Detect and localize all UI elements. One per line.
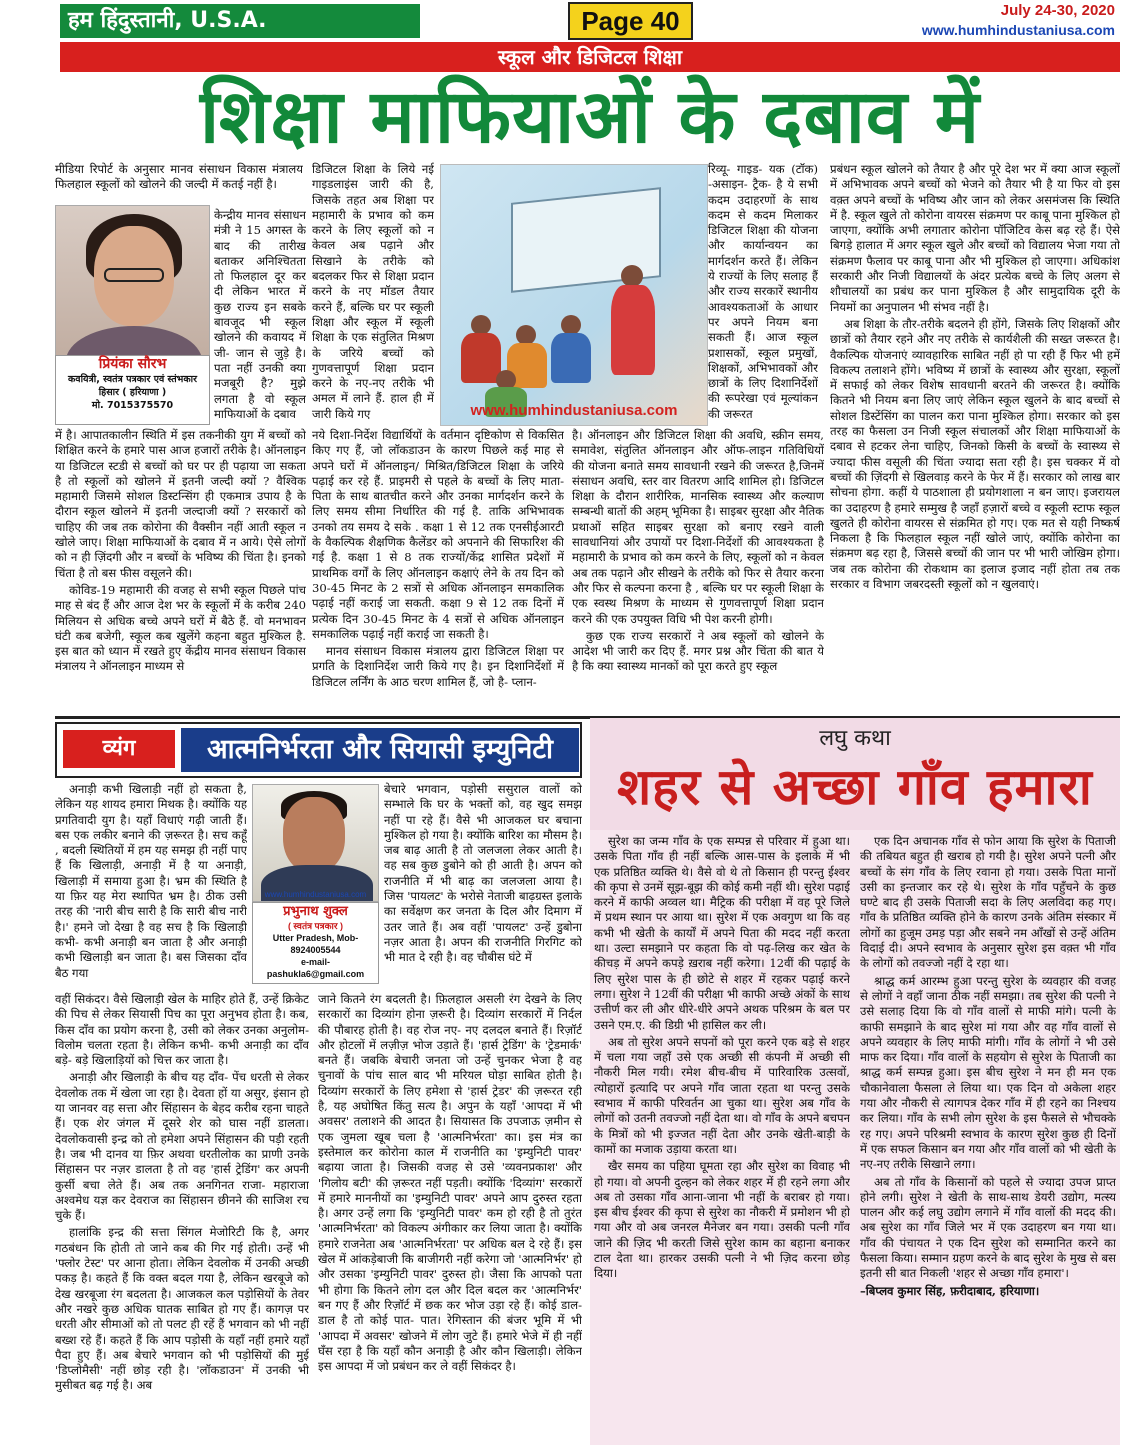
article-paragraph: अब शिक्षा के तौर-तरीके बदलने ही होंगे, जिसके लिए शिक्षकों और छात्रों को तैयार रहने और नए तरीके से कार्यशैली की सख्त जरूरत है। वैकल्पिक योजनाएं व्यावहारिक साबित नहीं हो पा रही हैं फिर भी हमें विकल्प तलाशने होंगे। भविष्य में छात्रों के स्वास्थ्य और सुरक्षा, स्कूलों में सफाई को लेकर विशेष सावधानी बरतने की जरूरत है। क्योंकि कितने भी नियम बना लिए जाएं लेकिन स्कूल खुलने के बाद बच्चों से सोशल डिस्टेंसिंग का पालन करा पाना मुश्किल होगा। सरकार को इस तरह का फैसला उन निजी स्कूल संचालकों और शिक्षा माफियाओं के दबाव से हटकर लेना चाहिए, जिनको किसी के बच्चों के स्वास्थ्य से ज्यादा फीस वसूली की चिंता ज्यादा सता रही है। इस चक्कर में वो बच्चों की ज़िंदगी से खिलवाड़ करने के फेर में हैं। सरकार को लाख बार सोचना होगा. कहीं ये पाठशाला ही प्रयोगशाला न बन जाए। इजरायल का उदाहरण है हमारे सम्मुख है जहाँ हज़ारों बच्चे व स्कूली स्टाफ स्कूल खुलते ही कोरोना वायरस से संक्रमित हो गए। एक मत से यही निष्कर्ष निकला है कि फिलहाल स्कूल नहीं खोले जाएं, क्योंकि कोरोना का संक्रमण बढ़ रहा है, जिससे बच्चों की जान पर भी भारी जोखिम होगा। जब तक कोरोना की रोकथाम का इलाज इजाद नहीं होता तब तक सरकार व विभाग जबरदस्ती स्कूलों को न खुलवाएं। xyxy=(830,316,1120,592)
article-col1-bottom xyxy=(55,428,306,718)
vyang-tag: व्यंग xyxy=(63,730,175,768)
article-paragraph: हालांकि इन्द्र की सत्ता सिंगल मेजोरिटी कि है, अगर गठबंधन कि होती तो जाने कब की गिर गई होती। उन्हें भी 'फ्लोर टेस्ट' पर आना होता। लेकिन देवलोक में उनकी अच्छी पकड़ है। कहते हैं कि वक्त बदल गया है, लेकिन खरबूजे को देख खरबूजा रंग बदलता है। आजकल कल पड़ोसियों के तेवर और नखरे कुछ अधिक घातक साबित हो गए हैं। कागज़ पर धरती और सीमाओं को तो पलट ही रहें हैं भगवान को भी नहीं बख्श रहे हैं। कहते हैं कि आप पड़ोसी के यहाँ नहीं हमारे यहाँ पैदा हुए हैं। अब बेचारे भगवान को भी पड़ोसियों की मुई 'डिप्लोमैसी' नहीं छोड़ रही है। 'लॉकडाउन' में उनकी भी मुसीबत बढ़ गई है। अब xyxy=(55,1225,309,1393)
author-name: प्रियंका सौरभ xyxy=(98,356,167,372)
author-role: ( स्वतंत्र पत्रकार ) xyxy=(287,921,344,931)
vyang-title: आत्मनिर्भरता और सियासी इम्युनिटी xyxy=(181,728,579,772)
article-paragraph: रिव्यू- गाइड- यक (टॉक) -असाइन- ट्रैक- है ये सभी कदम उदाहरणों के साथ कदम से कदम मिलाकर डिजिटल शिक्षा की योजना और कार्यान्वयन का मार्गदर्शन करते हैं। लेकिन ये राज्यों के लिए सलाह हैं और राज्य सरकारें स्थानीय आवश्यकताओं के आधार पर अपने नियम बना सकती हैं। आज स्कूल प्रशासकों, स्कूल प्रमुखों, शिक्षकों, अभिभावकों और छात्रों के लिए दिशानिर्देशों की रूपरेखा एवं मूल्यांकन की जरूरत xyxy=(708,162,818,421)
author-phone: मो. 7015375570 xyxy=(91,400,174,411)
article-col3-bottom xyxy=(572,428,824,718)
article-col3-top xyxy=(708,162,818,428)
article-paragraph: मानव संसाधन विकास मंत्रालय द्वारा डिजिटल शिक्षा पर प्रगति के दिशानिर्देश जारी किये गए है। इन दिशानिर्देशों में डिजिटल लर्निंग के आठ चरण शामिल हैं, जो है- प्लान- xyxy=(312,644,564,689)
article-paragraph: में है। आपातकालीन स्थिति में इस तकनीकी युग में बच्चों को शिक्षित करने के हमारे पास आज हजारों तरीके है। ऑनलाइन या डिजिटल स्टडी से बच्चों को घर पर ही पढ़ाया जा सकता है तो स्कूलों को खोलने में इतनी जल्दी क्यों ? वैश्विक महामारी जिसमे सोशल डिस्टन्सिंग ही एकमात्र उपाय है के दौरान स्कूल खोलने में इतनी जल्दाजी क्यों ? सरकारों को चाहिए की जब तक कोरोना की वैक्सीन नहीं आती स्कूल न खोले जाए। शिक्षा माफियाओं के दबाव में न आये। ऐसे लोगों को न ही ज़िंदगी और न बच्चों के भविष्य की चिंता है। इनको चिंता है तो बस फीस वसूलने की। xyxy=(55,428,306,580)
masthead-title: हम हिंदुस्तानी, U.S.A. xyxy=(60,4,420,38)
article-paragraph: केन्द्रीय मानव संसाधन मंत्री ने 15 अगस्त के बाद की तारीख बताकर अनिश्चितता तो फिलहाल दूर कर दी लेकिन भारत में कुछ राज्य इन सबके बावजूद भी स्कूल खोलने की कवायद में जी- जान से जुड़े है। पता नहीं उनकी क्या मजबूरी है? मुझे लगता है वो स्कूल माफियाओं के दबाव xyxy=(214,208,306,421)
signature: –बिप्लव कुमार सिंह, फ़रीदाबाद, हरियाणा। xyxy=(860,1283,1040,1298)
article-paragraph: अब तो गाँव के किसानों को पहले से ज्यादा उपज प्राप्त होने लगी। सुरेश ने खेती के साथ-साथ डेयरी उद्योग, मत्स्य पालन और कई लघु उद्योग लगाने में गाँव वालों की मदद की। अब सुरेश का गाँव जिले भर में एक उदाहरण बन गया था। गाँव की पंचायत ने एक दिन सुरेश को सम्मानित करने का फैसला किया। सम्मान ग्रहण करने के बाद सुरेश के मुख से बस इतनी सी बात निकली 'शहर से अच्छा गाँव हमारा'। xyxy=(860,1174,1116,1281)
article-paragraph: खैर समय का पहिया घूमता रहा और सुरेश का विवाह भी हो गया। वो अपनी दुल्हन को लेकर शहर में ही रहने लगा और अब तो उसका गाँव आना-जाना भी नहीं के बराबर हो गया। इस बीच ईश्वर की कृपा से सुरेश का नौकरी में प्रमोशन भी हो गया और वो अब जनरल मैनेजर बन गया। उसकी पत्नी गाँव जाने की ज़िद भी करती जिसे सुरेश काम का बहाना बनाकर टाल देता था। हारकर उसकी पत्नी ने भी ज़िद करना छोड़ दिया। xyxy=(594,1159,850,1281)
article-paragraph: जाने कितने रंग बदलती है। फ़िलहाल असली रंग देखने के लिए सरकारों का दिव्यांग होना ज़रूरी है। दिव्यांग सरकारों में निर्दल की पौबारह होती है। वह रोज नए- नए दलदल बनाते हैं। रिज़ॉर्ट और होटलों में लज़ीज़ भोज उड़ाते हैं। 'हार्स ट्रेडिंग' के 'ट्रेडमार्क' बनते हैं। जबकि बेचारी जनता जो उन्हें चुनकर भेजा है वह चुनावों के पांच साल बाद भी मरियल घोड़ा साबित होती है। दिव्यांग सरकारों के लिए हमेशा से 'हार्स ट्रेडर' की ज़रूरत रही है, यह अघोषित किंतु सत्य है। अपुन के यहाँ 'आपदा में भी अवसर' तलाशने की आदत है। सियासत कि उपजाऊ ज़मीन से एक जुमला खूब चला है 'आत्मनिर्भरता' का। इस मंत्र का इस्तेमाल कर कोरोना काल में राजनीति का 'इम्युनिटी पावर' बढ़ाया जाता है। जिसकी वजह से उसे 'व्यवनप्रकाश' और 'गिलोय बटी' की ज़रूरत नहीं पड़ती। क्योंकि 'दिव्यांग' सरकारों में हमारे माननीयों का 'इम्युनिटी पावर' अपने आप दुरुस्त रहता है। अगर उन्हें लगा कि 'इम्युनिटी पावर' कम हो रही है तो तुरंत 'आत्मनिर्भरता' को विकल्प अंगीकार कर लिया जाता है। क्योंकि हमारे राजनेता अब 'आत्मनिर्भरता' पर अधिक बल दे रहे हैं। इस खेल में आंकड़ेबाजी कि बाजीगरी नहीं करेगा जो 'आत्मनिर्भर' हो और उसका 'इम्युनिटी पावर' दुरुस्त हो। जैसा कि आपको पता भी होगा कि कितने लोग दल और दिल बदल कर 'आत्मनिर्भर' बन गए हैं और रिज़ॉर्ट में छक कर भोज उड़ा रहे हैं। कोई डाल- डाल है तो कोई पात- पात। रेगिस्तान की बंजर भूमि में भी 'आपदा में अवसर' खोजने में लोग जुटे हैं। हमारे भेजे में ही नहीं घँस रहा है कि यहाँ कौन अनाड़ी है और कौन खिलाड़ी। लेकिन इस आपदा में जो प्रबंधन कर ले वहीं सिकंदर है। xyxy=(318,992,582,1374)
classroom-illustration xyxy=(440,164,708,426)
author-place: Utter Pradesh, Mob-8924005544 xyxy=(272,933,359,955)
vyang-col2-top xyxy=(384,782,582,990)
article-paragraph: अनाड़ी और खिलाड़ी के बीच यह दाँव- पेंच धरती से लेकर देवलोक तक में खेला जा रहा है। देवता हों या असुर, इंसान हो या जानवर वह सत्ता और सिंहासन के बेहद करीब रहना चाहते हैं। एक शेर जंगल में दूसरे शेर को घास नहीं डालता। देवलोकवासी इन्द्र को तो हमेशा अपने सिंहासन की पड़ी रहती है। जब भी दानव या फ़िर अथवा धरतीलोक का प्राणी उनके सिंहासन पर नज़र डालता है तो वह 'हार्स ट्रेडिंग' कर अपनी कुर्सी बचा लेते हैं। अब तक अनगिनत राजा- महाराजा अश्वमेध यज्ञ कर देवराज का सिंहासन छीनने की साजिश रच चुके हैं। xyxy=(55,1070,309,1223)
article-paragraph: अनाड़ी कभी खिलाड़ी नहीं हो सकता है, लेकिन यह शायद हमारा मिथक है। क्योंकि यह प्रगतिवादी युग है। यहाँ विधाएं गढ़ी जाती हैं। बस एक लकीर बनाने की ज़रूरत है। सच कहूँ , बदली स्थितियों में हम यह समझ ही नहीं पाए हैं कि खिलाड़ी, अनाड़ी में है या अनाड़ी, खिलाड़ी में समाया हुआ है। भ्रम की स्थिति है या फ़िर यह मेरा स्थापित भ्रम है। ठीक उसी तरह की 'नारी बीच सारी है कि सारी बीच नारी है।' हमने जो देखा है वह सच है कि खिलाड़ी कभी- कभी अनाड़ी बन जाता है और अनाड़ी कभी खिलाड़ी बन जाता है। बस जिसका दाँव बैठ गया xyxy=(55,782,247,980)
article-paragraph: अब तो सुरेश अपने सपनों को पूरा करने एक बड़े से शहर में चला गया जहाँ उसे एक अच्छी सी कंपनी में अच्छी सी नौकरी मिल गयी। रमेश बीच-बीच में पारिवारिक उत्सवों, त्योहारों इत्यादि पर अपने गाँव जाता रहता था परन्तु उसके स्वभाव में काफी परिवर्तन आ चुका था। सुरेश अब गाँव के लोगों को उतनी तवज्जो नहीं देता था। वो गाँव के अपने बचपन के मित्रों को भी इज्जत नहीं देता और उनके खेती-बाड़ी के कामों का मजाक उड़ाया करता था। xyxy=(594,1034,850,1156)
article-paragraph: बेचारे भगवान, पड़ोसी ससुराल वालों को सम्भाले कि घर के भक्तों को, वह खुद समझ नहीं पा रहे हैं। वैसे भी आजकल घर बचाना मुश्किल हो गया है। क्योंकि बारिश का मौसम है। जब बाढ़ आती है तो जलजला लेकर आती है। वह सब कुछ डुबोने को ही आती है। अपन को राजनीति में भी बाढ़ का जलजला आया है। जिस 'पायलट' के भरोसे नेताजी बाढ़ग्रस्त इलाके का सर्वेक्षण कर जनता के दिल और दिमाग में उतर जाते हैं। अब वहीं 'पायलट' उन्हें डुबोना नज़र आता है। अपन की राजनीति गिरगिट को भी मात दे रही है। वह चौबीस घंटे में xyxy=(384,782,582,965)
article-col4 xyxy=(830,162,1120,718)
author-email: e-mail- pashukla6@gmail.com xyxy=(266,957,365,979)
article-paragraph: मीडिया रिपोर्ट के अनुसार मानव संसाधन विकास मंत्रालय फिलहाल स्कूलों को खोलने की जल्दी में कतई नहीं है। xyxy=(55,162,303,192)
article-col2-bottom xyxy=(312,428,564,718)
main-headline: शिक्षा माफियाओं के दबाव में xyxy=(199,74,981,160)
laghu-katha-header xyxy=(590,718,1120,830)
article-paragraph: प्रबंधन स्कूल खोलने को तैयार है और पूरे देश भर में क्या आज स्कूलों में अभिभावक अपने बच्चों को भेजने को तैयार भी है या फिर वो इस वक़्त अपने बच्चों के भविष्य और जान को लेकर असमंजस कि स्थिति में है. स्कूल खुले तो कोरोना वायरस संक्रमण पर काबू पाना मुश्किल हो जाएगा, क्योंकि अभी लगातार कोरोना पॉजिटिव केस बढ़ रहे हैं। ऐसे बिगड़े हालात में अगर स्कूल खुले और बच्चों को विद्यालय भेजा गया तो संक्रमण फैलाव पर काबू पाना और भी मुश्किल हो जाएगा। अधिकांश सरकारी और निजी विद्यालयों के अंदर प्रत्येक बच्चे के लिए अलग से शौचालयों का प्रबंध कर पाना मुश्किल है और सामुदायिक दूरी के नियमों का अनुपालन भी संभव नहीं है। xyxy=(830,162,1120,314)
vyang-header xyxy=(55,722,582,778)
article-paragraph: एक दिन अचानक गाँव से फोन आया कि सुरेश के पिताजी की तबियत बहुत ही खराब हो गयी है। सुरेश अपने पत्नी और बच्चों के संग गाँव के लिए रवाना हो गया। उसके पिता मानों उसी का इन्तजार कर रहे थे। सुरेश के गाँव पहुँचने के कुछ घण्टे बाद ही उसके पिताजी सदा के लिए अलविदा कह गए। गाँव के प्रतिष्ठित व्यक्ति होने के कारण उनके अंतिम संस्कार में लोगों का हुजूम उमड़ पड़ा और सबने नम आँखों से उन्हें अंतिम विदाई दी। अपने स्वभाव के अनुसार सुरेश इस वक़्त भी गाँव के लोगों को तवज्जो नहीं दे रहा था। xyxy=(860,834,1116,971)
article-col2-top xyxy=(312,162,434,428)
laghu-col1 xyxy=(594,834,850,1442)
author-photo xyxy=(252,784,379,902)
laghu-katha-tag: लघु कथा xyxy=(819,726,891,751)
article-col1-top xyxy=(55,162,303,206)
article-paragraph: डिजिटल शिक्षा के लिये नई गाइडलाइंस जारी की है, जिसके तहत अब शिक्षा पर महामारी के प्रभाव को कम करने के लिए स्कूलों को न केवल अब पढ़ाने और सिखाने के तरीके को बदलकर फिर से शिक्षा प्रदान करने के नए मॉडल तैयार करने हैं, बल्कि घर पर स्कूली शिक्षा और स्कूल में स्कूली शिक्षा के एक संतुलित मिश्रण के जरिये बच्चों को गुणवत्तापूर्ण शिक्षा प्रदान करने के नए-नए तरीके भी अमल में लाने हैं. हाल ही में जारी किये गए xyxy=(312,162,434,421)
article-col1-side xyxy=(214,208,306,428)
article-paragraph: है। ऑनलाइन और डिजिटल शिक्षा की अवधि, स्क्रीन समय, समावेश, संतुलित ऑनलाइन और ऑफ-लाइन गतिविधियों की योजना बनाते समय सावधानी रखने की जरूरत है,जिनमें संसाधन अवधि, स्तर वार वितरण आदि शामिल हो। डिजिटल शिक्षा के दौरान शारीरिक, मानसिक स्वास्थ्य और कल्याण सम्बन्धी बातों की अहम् भूमिका है। साइबर सुरक्षा और नैतिक प्रथाओं सहित साइबर सुरक्षा को बनाए रखने वाली सावधानियां और उपायों पर दिशा-निर्देशों की आवश्यकता है महामारी के प्रभाव को कम करने के लिए, स्कूलों को न केवल अब तक पढ़ाने और सीखने के तरीके को फिर से तैयार करना और फिर से कल्पना करना है , बल्कि घर पर स्कूली शिक्षा के एक स्वस्थ मिश्रण के माध्यम से गुणवत्तापूर्ण शिक्षा प्रदान करने की एक उपयुक्त विधि भी पेश करनी होगी। xyxy=(572,428,824,626)
author-caption xyxy=(252,902,379,984)
article-paragraph: सुरेश का जन्म गाँव के एक सम्पन्न से परिवार में हुआ था। उसके पिता गाँव ही नहीं बल्कि आस-पास के इलाके में भी एक प्रतिष्ठित व्यक्ति थे। वैसे वो थे तो किसान ही परन्तु ईश्वर की कृपा से उनमें सूझ-बूझ की कोई कमी नहीं थी। सुरेश पढ़ाई करने में काफी अव्वल था। मैट्रिक की परीक्षा में वह पूरे जिले में प्रथम स्थान पर आया था। सुरेश में एक अवगुण था कि वह कभी भी खेती के कार्यों में अपने पिता की मदद नहीं करता था। उल्टा समझाने पर कहता कि वो पढ़-लिख कर खेत के कीचड़ में अपने कपड़े ख़राब नहीं करेगा। 12वीं की पढ़ाई के लिए सुरेश पास के ही छोटे से शहर में रहकर पढ़ाई करने लगा। सुरेश ने 12वीं की परीक्षा भी काफी अच्छे अंकों के साथ उत्तीर्ण कर ली और धीरे-धीरे अपने अथक परिश्रम के बल पर उसने एम.ए. की डिग्री भी हासिल कर ली। xyxy=(594,834,850,1032)
laghu-col2 xyxy=(860,834,1116,1442)
vyang-col2-bottom xyxy=(318,992,582,1442)
photo-url: www.humhindustaniusa.com xyxy=(264,890,367,899)
vyang-col1-bottom xyxy=(55,992,309,1442)
author-name: प्रभुनाथ शुक्ल xyxy=(283,904,348,919)
image-url: www.humhindustaniusa.com xyxy=(470,402,678,419)
vyang-col1-top xyxy=(55,782,247,990)
author-role: कवयित्री, स्वतंत्र पत्रकार एवं स्तंभकार xyxy=(68,374,197,385)
section-band: स्कूल और डिजिटल शिक्षा xyxy=(60,42,1120,72)
page-number: Page 40 xyxy=(568,2,693,40)
article-paragraph: वहीं सिकंदर। वैसे खिलाड़ी खेल के माहिर होते हैं, उन्हें क्रिकेट की पिच से लेकर सियासी पिच का पूरा अनुभव होता है। कब, किस दाँव का प्रयोग करना है, उसी को लेकर उनका अनुलोम- विलोम चलता रहता है। लेकिन कभी- कभी अनाड़ी का दाँव बड़े- बड़े खिलाड़ियों को चित्त कर जाता है। xyxy=(55,992,309,1068)
article-paragraph: कोविड-19 महामारी की वजह से सभी स्कूल पिछले पांच माह से बंद हैं और आज देश भर के स्कूलों में के करीब 240 मिलियन से अधिक बच्चे अपने घरों में बैठे हैं. वो मनभावन घंटी कब बजेगी, स्कूल कब खुलेंगे कहना बहुत मुश्किल है. इस बात को ध्यान में रखते हुए केंद्रीय मानव संसाधन विकास मंत्रालय ने ऑनलाइन माध्यम से xyxy=(55,582,306,674)
author-caption xyxy=(55,355,210,425)
site-url[interactable]: www.humhindustaniusa.com xyxy=(921,22,1115,38)
article-paragraph: श्राद्ध कर्म आरम्भ हुआ परन्तु सुरेश के व्यवहार की वजह से लोगों ने वहाँ जाना ठीक नहीं समझा। तब सुरेश की पत्नी ने उसे सलाह दिया कि वो गाँव वालों से माफी मांगे। पत्नी के काफी समझाने के बाद सुरेश मां गया और वह गाँव वालों से अपने व्यवहार के लिए माफी मांगी। गाँव के लोगों ने भी उसे माफ कर दिया। गाँव वालों के सहयोग से सुरेश के पिताजी का श्राद्ध कर्म सम्पन्न हुआ। इस बीच सुरेश ने मन ही मन एक चौकानेवाला फैसला ले लिया था। एक दिन वो अकेला शहर गया और नौकरी से त्यागपत्र देकर गाँव में ही रहने का निश्चय कर लिया। गाँव के सभी लोग सुरेश के इस फैसले से भौचक्के रह गए। अपने परिश्रमी स्वभाव के कारण सुरेश कुछ ही दिनों में एक सफल किसान बन गया और गाँव वालों को भी खेती के नए-नए तरीके सिखाने लगा। xyxy=(860,973,1116,1172)
laghu-katha-title: शहर से अच्छा गाँव हमारा xyxy=(617,758,1093,816)
article-paragraph: नये दिशा-निर्देश विद्यार्थियों के वर्तमान दृष्टिकोण से विकसित किए गए हैं, जो लॉकडाउन के कारण पिछले कई माह से अपने घरों में ऑनलाइन/ मिश्रित/डिजिटल शिक्षा के जरिये पढ़ाई कर रहे हैं. प्राइमरी से पहले के बच्चों के लिए माता-पिता के साथ बातचीत करने और उनका मार्गदर्शन करने के लिए समय सीमा निर्धारित की गई है. ताकि अभिभावक उनको तय समय दे सके . कक्षा 1 से 12 तक एनसीईआरटी के वैकल्पिक शैक्षणिक कैलेंडर को अपनाने की सिफारिश की गई है. कक्षा 1 से 8 तक राज्यों/केंद्र शासित प्रदेशों में प्राथमिक वर्गों के लिए ऑनलाइन कक्षाएं लेने के तय दिन को 30-45 मिनट के 2 सत्रों से अधिक ऑनलाइन समकालिक पढ़ाई नहीं कराई जा सकती. कक्षा 9 से 12 तक दिनों में प्रत्येक दिन 30-45 मिनट के 4 सत्रों से अधिक ऑनलाइन समकालिक पढ़ाई नहीं कराई जा सकती है। xyxy=(312,428,564,641)
issue-date: July 24-30, 2020 xyxy=(1000,2,1115,19)
article-paragraph: कुछ एक राज्य सरकारों ने अब स्कूलों को खोलने के आदेश भी जारी कर दिए हैं. मगर प्रश्न और चिंता की बात ये है कि क्या स्वास्थ्य मानकों को पूरा करते हुए स्कूल xyxy=(572,628,824,674)
author-place: हिसार ( हरियाणा ) xyxy=(98,387,167,398)
